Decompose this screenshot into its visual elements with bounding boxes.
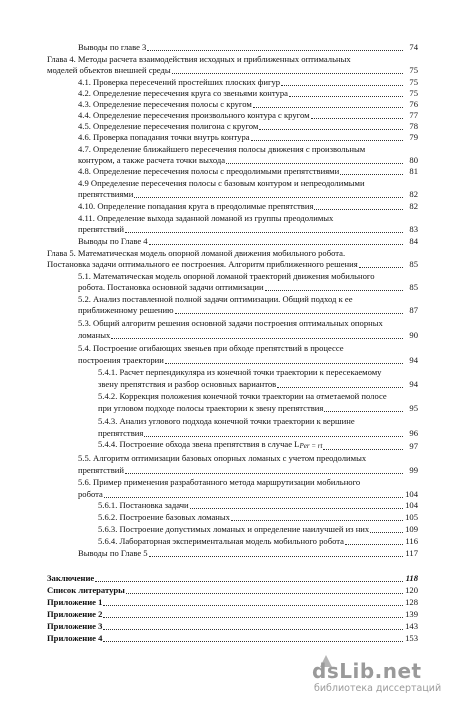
toc-leader-dots — [311, 118, 403, 119]
toc-entry-title: моделей объектов внешней среды — [47, 65, 171, 75]
toc-entry-title: 5.4.4. Построение обхода звена препятствия в случае LPer = rt — [98, 439, 323, 450]
toc-entry — [47, 597, 418, 608]
toc-leader-dots — [126, 593, 403, 594]
toc-entry-title: 5.2. Анализ поставленной полной задачи оптимизации. Общий подход к ее — [78, 294, 353, 304]
toc-entry — [78, 294, 418, 305]
toc-leader-dots — [165, 363, 403, 364]
toc-entry-title: 4.9 Определение пересечения полосы с базовым контуром и непреодолимыми — [78, 178, 365, 188]
toc-leader-dots — [324, 411, 403, 412]
toc-entry-page: 75 — [409, 77, 418, 87]
toc-entry-page: 77 — [409, 110, 418, 120]
toc-entry-page: 99 — [409, 465, 418, 475]
toc-entry-page: 96 — [409, 428, 418, 438]
toc-chapter-heading — [47, 54, 418, 65]
toc-entry-title: 4.3. Определение пересечения полосы с кругом — [78, 99, 252, 109]
toc-entry-page: 94 — [409, 355, 418, 365]
toc-entry — [78, 77, 418, 88]
toc-entry-title: 5.6.3. Построение допустимых ломаных и определение наилучшей из них — [98, 524, 370, 534]
toc-leader-dots — [134, 197, 403, 198]
toc-entry-page: 120 — [405, 585, 418, 595]
toc-entry-page: 105 — [405, 512, 418, 522]
toc-leader-dots — [281, 85, 403, 86]
toc-entry-page: 97 — [409, 441, 418, 451]
toc-leader-dots — [149, 556, 403, 557]
toc-entry — [98, 367, 418, 378]
toc-entry — [78, 305, 418, 316]
toc-entry-page: 78 — [409, 121, 418, 131]
toc-entry-title: препятствиями — [78, 189, 134, 199]
toc-entry-title: звену препятствия и разбор основных вариантов — [98, 379, 277, 389]
toc-entry-title: 4.6. Проверка попадания точки внутрь контура — [78, 132, 250, 142]
toc-entry-page: 82 — [409, 201, 418, 211]
toc-entry — [98, 524, 418, 535]
toc-entry — [78, 178, 418, 189]
toc-entry — [78, 99, 418, 110]
toc-entry-title: 5.6. Пример применения разработанного метода маршрутизации мобильного — [78, 477, 361, 487]
toc-leader-dots — [103, 641, 403, 642]
toc-entry — [47, 621, 418, 632]
toc-entry — [98, 512, 418, 523]
toc-entry-title: 4.4. Определение пересечения произвольного контура с кругом — [78, 110, 310, 120]
toc-entry-page: 95 — [409, 403, 418, 413]
toc-entry-page: 82 — [409, 189, 418, 199]
toc-entry-title: при угловом подходе полосы траектории к звену препятствия — [98, 403, 324, 413]
toc-entry — [78, 236, 418, 247]
toc-entry — [78, 453, 418, 464]
toc-entry-page: 85 — [409, 259, 418, 269]
toc-entry-title: Приложение 2 — [47, 609, 103, 619]
toc-entry-title: 4.2. Определение пересечения круга со звеньями контура — [78, 88, 288, 98]
toc-leader-dots — [103, 605, 403, 606]
toc-entry-title: Заключение — [47, 573, 95, 583]
toc-leader-dots — [103, 629, 403, 630]
toc-entry-page: 84 — [409, 236, 418, 246]
toc-entry-title: Глава 4. Методы расчета взаимодействия исходных и приближенных оптимальных — [47, 54, 351, 64]
toc-entry-page: 74 — [409, 42, 418, 52]
toc-entry — [98, 379, 418, 390]
toc-entry-page: 83 — [409, 224, 418, 234]
toc-entry — [98, 536, 418, 547]
toc-leader-dots — [104, 497, 403, 498]
toc-entry — [78, 489, 418, 500]
toc-leader-dots — [289, 96, 403, 97]
toc-entry — [78, 42, 418, 53]
toc-entry — [78, 330, 418, 341]
toc-leader-dots — [172, 73, 403, 74]
toc-entry-title: 5.5. Алгоритм оптимизации базовых опорных ломаных с учетом преодолимых — [78, 453, 367, 463]
toc-entry-title: 5.4. Построение огибающих звеньев при обходе препятствий в процессе — [78, 343, 344, 353]
toc-entry — [78, 343, 418, 354]
toc-entry-page: 128 — [405, 597, 418, 607]
toc-entry-title: 5.4.3. Анализ углового подхода конечной точки траектории к вершине — [98, 416, 355, 426]
toc-entry-title: 5.6.2. Построение базовых ломаных — [98, 512, 230, 522]
toc-entry — [47, 65, 418, 76]
toc-entry-title: 5.6.4. Лабораторная экспериментальная модель мобильного робота — [98, 536, 344, 546]
toc-entry-page: 81 — [409, 166, 418, 176]
toc-leader-dots — [103, 617, 403, 618]
toc-entry — [47, 259, 418, 270]
toc-entry-page: 75 — [409, 88, 418, 98]
toc-leader-dots — [147, 50, 403, 51]
toc-entry — [98, 500, 418, 511]
toc-leader-dots — [314, 209, 403, 210]
toc-entry — [78, 144, 418, 155]
toc-leader-dots — [253, 107, 403, 108]
toc-entry — [78, 548, 418, 559]
toc-entry-title: 4.7. Определение ближайшего пересечения полосы движения с произвольным — [78, 144, 366, 154]
toc-entry-title: Выводы по главе 3 — [78, 42, 147, 52]
toc-leader-dots — [190, 508, 403, 509]
toc-entry-title: построения траектории — [78, 355, 164, 365]
toc-entry-title: Приложение 3 — [47, 621, 103, 631]
toc-entry-page: 87 — [409, 305, 418, 315]
toc-entry-page: 75 — [409, 65, 418, 75]
toc-entry-page: 143 — [405, 621, 418, 631]
toc-entry — [47, 585, 418, 596]
toc-entry-page: 90 — [409, 330, 418, 340]
toc-entry-page: 117 — [405, 548, 418, 558]
toc-leader-dots — [251, 140, 403, 141]
toc-entry — [78, 282, 418, 293]
toc-entry-page: 79 — [409, 132, 418, 142]
toc-leader-dots — [370, 532, 403, 533]
toc-entry-page: 109 — [405, 524, 418, 534]
watermark-logo: dsLib.net — [312, 659, 422, 683]
toc-leader-dots — [277, 387, 403, 388]
toc-entry-page: 80 — [409, 155, 418, 165]
toc-leader-dots — [144, 436, 403, 437]
toc-leader-dots — [231, 520, 403, 521]
formula-subscript: Per = rt — [299, 442, 323, 450]
toc-entry-page: 104 — [405, 489, 418, 499]
toc-entry — [78, 355, 418, 366]
toc-entry — [78, 132, 418, 143]
toc-leader-dots — [345, 544, 403, 545]
toc-entry — [78, 121, 418, 132]
toc-entry — [98, 441, 418, 452]
toc-entry — [78, 224, 418, 235]
toc-entry-page: 116 — [405, 536, 418, 546]
toc-entry — [98, 403, 418, 414]
toc-entry — [47, 633, 418, 644]
toc-entry — [98, 391, 418, 402]
toc-entry-title: робота. Постановка основной задачи оптимизации — [78, 282, 264, 292]
toc-leader-dots — [125, 473, 403, 474]
toc-leader-dots — [111, 338, 403, 339]
toc-entry-title: 5.4.2. Коррекция положения конечной точки траектории на отметаемой полосе — [98, 391, 387, 401]
toc-entry — [78, 189, 418, 200]
toc-leader-dots — [175, 313, 403, 314]
toc-leader-dots — [149, 244, 403, 245]
toc-entry-title: Приложение 4 — [47, 633, 103, 643]
toc-entry-page: 94 — [409, 379, 418, 389]
toc-entry — [78, 477, 418, 488]
toc-entry — [78, 88, 418, 99]
toc-leader-dots — [125, 232, 403, 233]
toc-entry-title: 5.1. Математическая модель опорной ломаной траекторий движения мобильного — [78, 271, 375, 281]
toc-leader-dots — [259, 129, 403, 130]
toc-entry-title: Выводы по Главе 4 — [78, 236, 148, 246]
toc-entry-title: Выводы по Главе 5 — [78, 548, 148, 558]
toc-entry-title: робота — [78, 489, 103, 499]
toc-leader-dots — [95, 581, 403, 582]
toc-leader-dots — [340, 174, 403, 175]
toc-entry — [78, 110, 418, 121]
toc-entry-page: 153 — [405, 633, 418, 643]
toc-leader-dots — [359, 267, 403, 268]
toc-entry-title: препятствия — [98, 428, 144, 438]
toc-entry — [78, 166, 418, 177]
toc-entry — [98, 416, 418, 427]
toc-entry — [78, 271, 418, 282]
toc-entry-page: 118 — [405, 573, 418, 583]
toc-entry-title: Постановка задачи оптимального ее построения. Алгоритм приближенного решения — [47, 259, 358, 269]
toc-entry-title: 5.6.1. Постановка задачи — [98, 500, 189, 510]
toc-leader-dots — [323, 449, 403, 450]
toc-entry — [78, 201, 418, 212]
toc-entry-title: 4.8. Определение пересечения полосы с преодолимыми препятствиями — [78, 166, 340, 176]
watermark-subtitle: библиотека диссертаций — [314, 683, 442, 694]
toc-entry-title: 5.4.1. Расчет перпендикуляра из конечной точки траектории к пересекаемому — [98, 367, 382, 377]
toc-entry-title: Приложение 1 — [47, 597, 103, 607]
toc-entry-title: 4.11. Определение выхода заданной ломаной из группы преодолимых — [78, 213, 334, 223]
toc-entry — [47, 573, 418, 584]
toc-leader-dots — [265, 290, 403, 291]
toc-entry-title: 5.3. Общий алгоритм решения основной задачи построения оптимальных опорных — [78, 318, 383, 328]
toc-entry-page: 139 — [405, 609, 418, 619]
toc-entry — [78, 318, 418, 329]
toc-entry — [98, 428, 418, 439]
toc-entry — [78, 465, 418, 476]
toc-entry-title: приближенному решению — [78, 305, 174, 315]
toc-entry-title: контуром, а также расчета точки выхода — [78, 155, 226, 165]
toc-chapter-heading — [47, 248, 418, 259]
toc-entry-title: препятствий — [78, 224, 124, 234]
toc-entry — [78, 155, 418, 166]
toc-entry — [47, 609, 418, 620]
toc-entry-page: 104 — [405, 500, 418, 510]
toc-entry-page: 76 — [409, 99, 418, 109]
toc-entry-title: Глава 5. Математическая модель опорной ломаной движения мобильного робота. — [47, 248, 346, 258]
toc-entry-title: 4.10. Определение попадания круга в преодолимые препятствия — [78, 201, 314, 211]
toc-entry-title: препятствий — [78, 465, 124, 475]
toc-entry-title: 4.5. Определение пересечения полигона с кругом — [78, 121, 259, 131]
toc-entry-title: ломаных — [78, 330, 111, 340]
toc-entry-title: Список литературы — [47, 585, 125, 595]
watermark — [312, 659, 442, 699]
toc-entry — [78, 213, 418, 224]
toc-entry-page: 85 — [409, 282, 418, 292]
toc-entry-title: 4.1. Проверка пересечений простейших плоских фигур — [78, 77, 281, 87]
toc-leader-dots — [226, 163, 403, 164]
